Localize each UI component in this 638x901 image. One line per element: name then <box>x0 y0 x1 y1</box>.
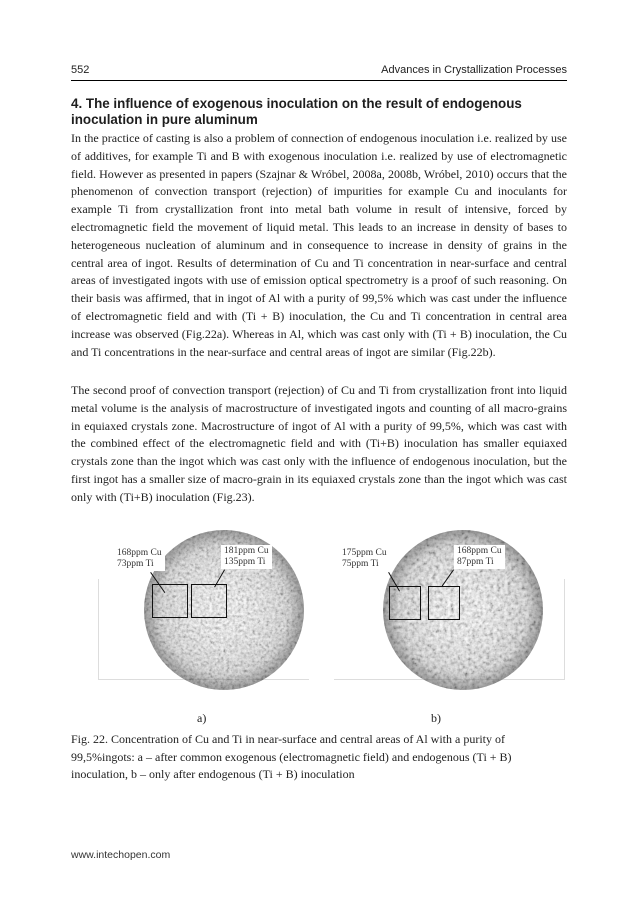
body-paragraph-1: In the practice of casting is also a problem of connection of endogenous inoculation i.e. realized by use of additives, for example Ti and B with exogenous inoculation i.e. realized by use of electromagnetic field. However as presented in papers (Szajnar & Wróbel, 2008a, 2008b, Wróbel, 2010) occurs that the phenomenon of convection transport (rejection) of impurities for example Cu and inoculants for example Ti from crystallization front into metal bath volume in result of intensive, forced by electromagnetic field the movement of liquid metal. This leads to an increase in density of bases to heterogeneous nucleation of aluminum and in consequence to increase in density of grains in the central area of ingot. Results of determination of Cu and Ti concentration in near-surface and central areas of investigated ingots with use of emission optical spectrometry is a proof of such reasoning. On their basis was affirmed, that in ingot of Al with a purity of 99,5% which was cast under the influence of electromagnetic field and with (Ti + B) inoculation, the Cu and Ti concentration in central area increase was observed (Fig.22a). Whereas in Al, which was cast only with (Ti + B) inoculation, the Cu and Ti concentrations in the near-surface and central areas of ingot are similar (Fig.22b). <box>71 131 567 359</box>
concentration-label-b-center <box>454 545 505 569</box>
book-title: Advances in Crystallization Processes <box>381 64 567 76</box>
footer-url: www.intechopen.com <box>71 849 171 861</box>
concentration-label-a-center <box>221 545 272 569</box>
cu-value: 181ppm Cu <box>224 546 269 556</box>
panel-label-a: a) <box>197 711 207 725</box>
near-surface-box-a <box>152 584 188 618</box>
cu-value: 168ppm Cu <box>457 546 502 556</box>
body-paragraph-2: The second proof of convection transport (rejection) of Cu and Ti from crystallization front into liquid metal volume is the analysis of macrostructure of investigated ingots and counting of all macro-grains in equiaxed crystals zone. Macrostructure of ingot of Al with a purity of 99,5%, which was cast with the combined effect of the electromagnetic field and with (Ti+B) inoculation has smaller equiaxed crystals zone than the ingot which was cast only with the influence of endogenous inoculation, but the first ingot has a smaller size of macro-grain in its equiaxed crystals zone than the ingot which was cast only with (Ti+B) inoculation (Fig.23). <box>71 383 567 504</box>
running-header <box>71 64 567 81</box>
figure-22 <box>71 522 567 725</box>
figure-caption: Fig. 22. Concentration of Cu and Ti in near-surface and central areas of Al with a purity of 99,5%ingots: a – after common exogenous (electromagnetic field) and endogenous (Ti + B) inoculation, b – only after endogenous (Ti + B) inoculation <box>71 732 512 781</box>
ti-value: 87ppm Ti <box>457 557 494 567</box>
central-box-a <box>191 584 227 618</box>
near-surface-box-b <box>389 586 421 620</box>
section-heading: 4. The influence of exogenous inoculation on the result of endogenous inoculation in pure aluminum <box>71 96 522 127</box>
concentration-label-a-surface <box>114 547 165 571</box>
page-number: 552 <box>71 64 90 76</box>
ti-value: 73ppm Ti <box>117 559 154 569</box>
ti-value: 135ppm Ti <box>224 557 266 567</box>
cu-value: 175ppm Cu <box>342 548 387 558</box>
ti-value: 75ppm Ti <box>342 559 379 569</box>
cu-value: 168ppm Cu <box>117 548 162 558</box>
central-box-b <box>428 586 460 620</box>
panel-label-b: b) <box>431 711 441 725</box>
concentration-label-b-surface <box>339 547 390 571</box>
